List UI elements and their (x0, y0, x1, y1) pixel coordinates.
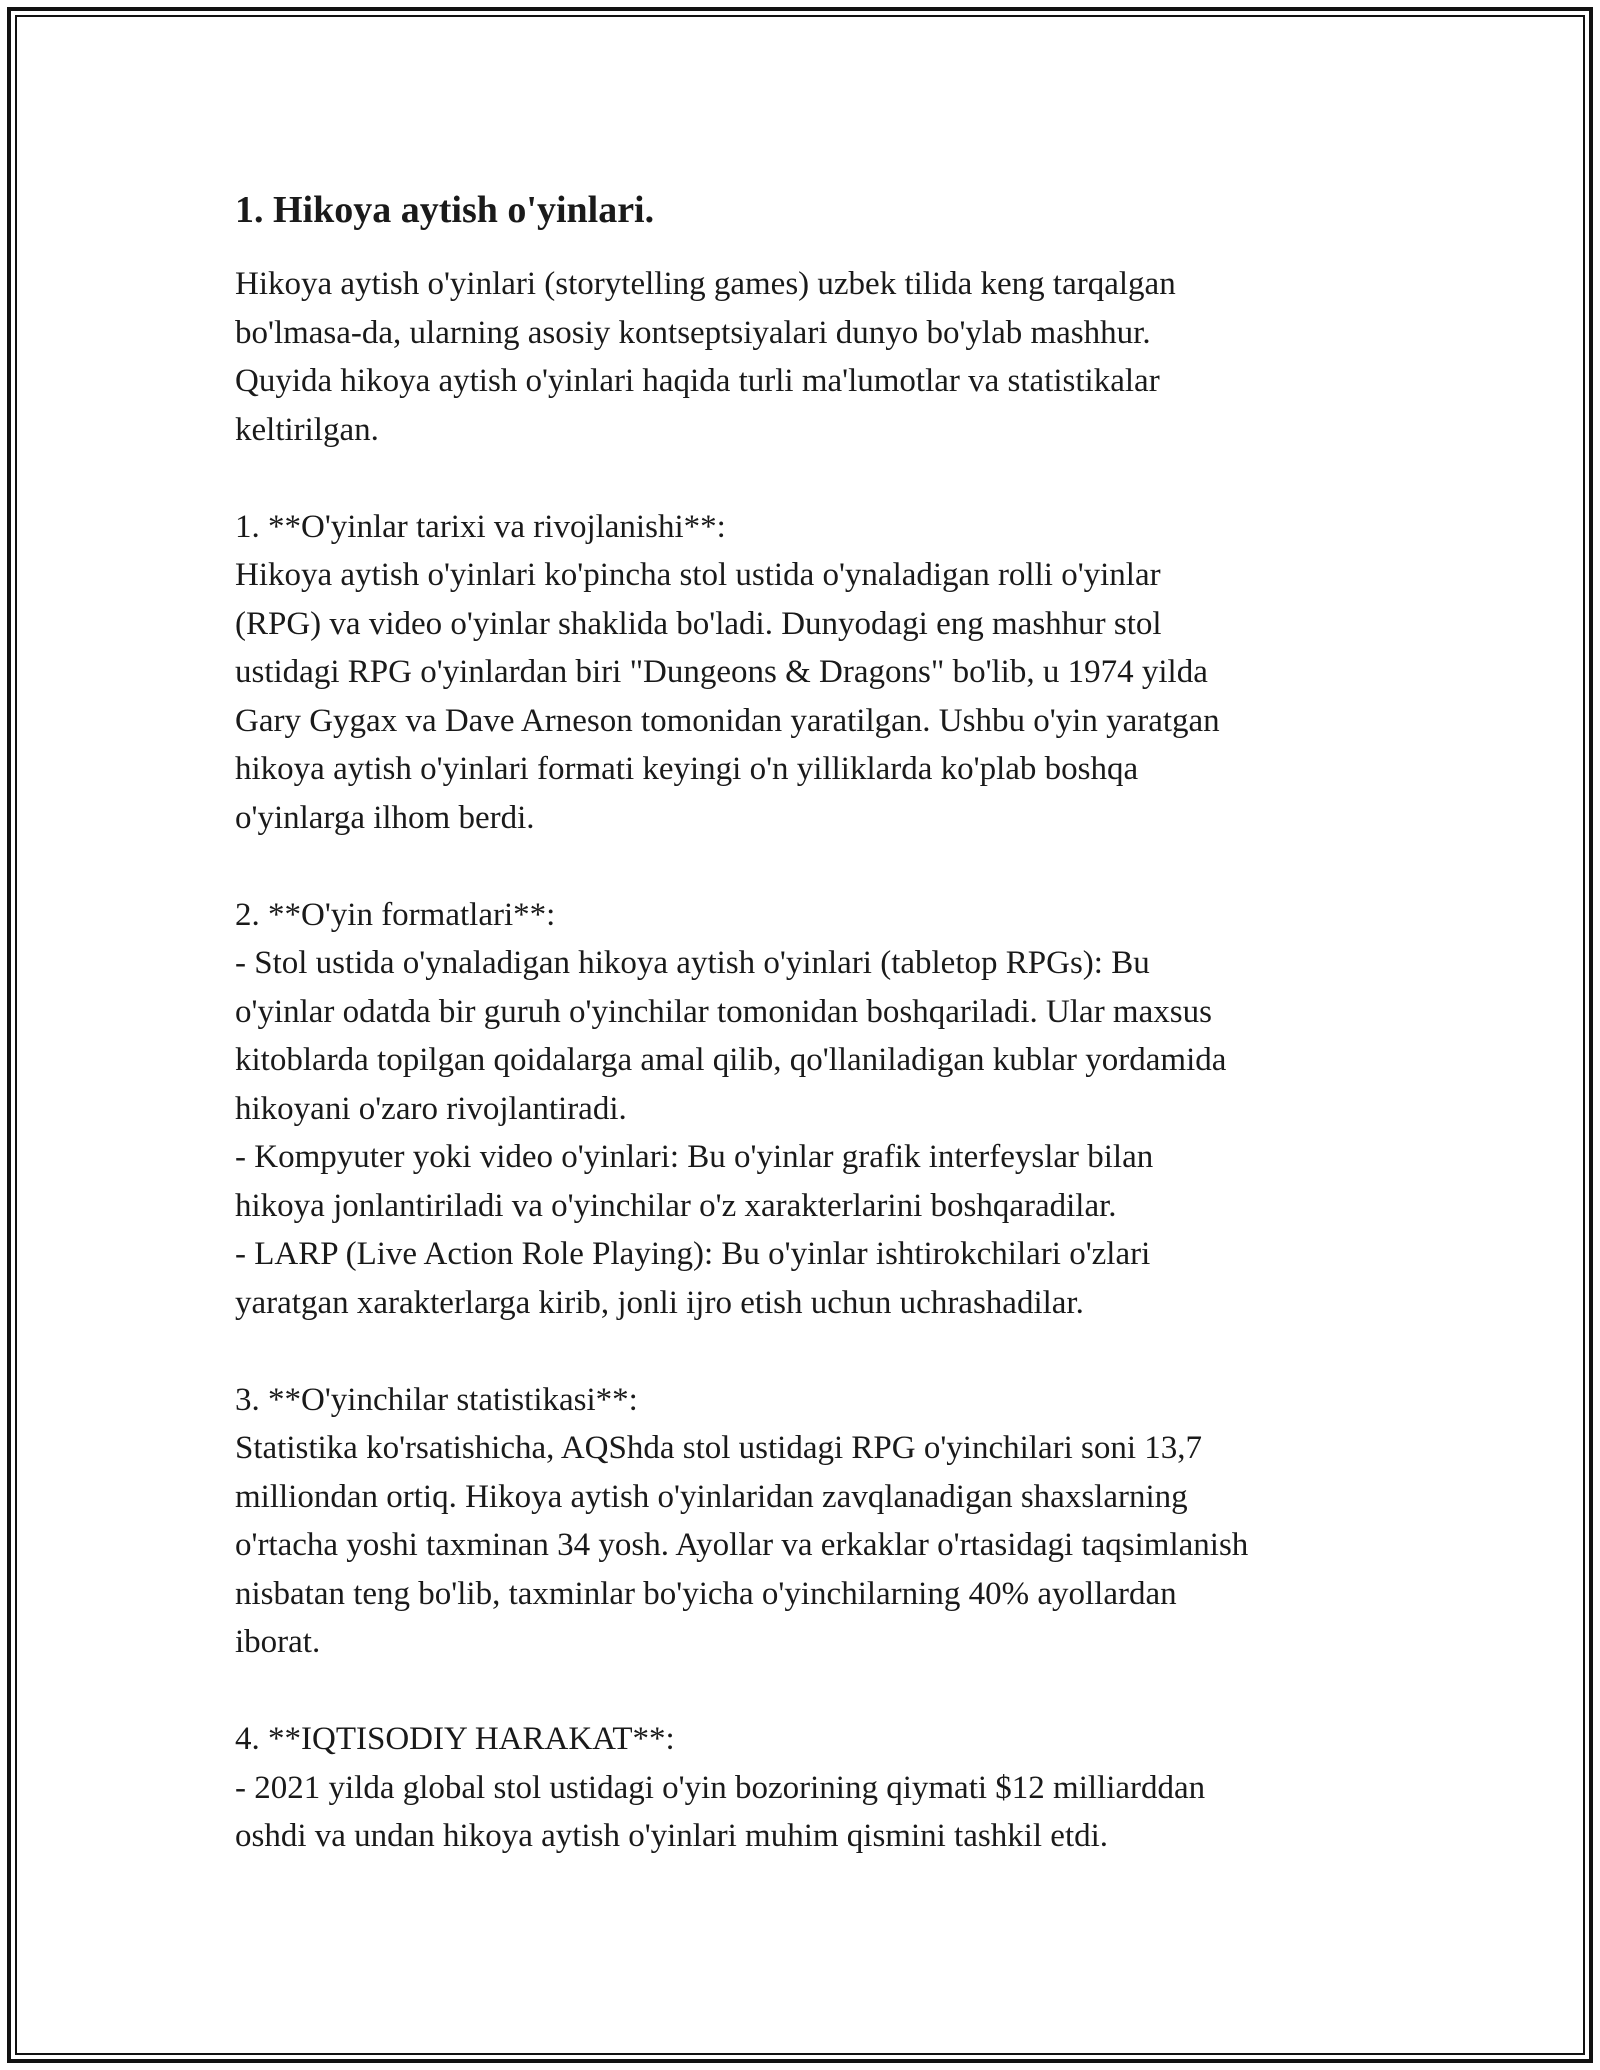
spacer (235, 1327, 1385, 1376)
section-body-economy: - 2021 yilda global stol ustidagi o'yin bozorining qiymati $12 milliarddan oshdi va undan hikoya aytish o'yinlari muhim qismini tashkil etdi. (235, 1769, 1206, 1854)
spacer (235, 1667, 1385, 1716)
spacer (235, 842, 1385, 891)
section-heading-history: 1. **O'yinlar tarixi va rivojlanishi**: (235, 508, 726, 545)
section-body-history: Hikoya aytish o'yinlari ko'pincha stol ustida o'ynaladigan rolli o'yinlar (RPG) va video o'yinlar shaklida bo'ladi. Dunyodagi eng mashhur stol ustidagi RPG o'yinlardan biri "Dungeons & Dragons" bo'lib, u 1974 yilda Gary Gygax va Dave Arneson tomonidan yaratilgan. Ushbu o'yin yaratgan hikoya aytish o'yinlari formati keyingi o'n yilliklarda ko'plab boshqa o'yinlarga ilhom berdi. (235, 557, 1220, 836)
section-heading-player-stats: 3. **O'yinchilar statistikasi**: (235, 1381, 638, 1418)
section-body-formats: - Stol ustida o'ynaladigan hikoya aytish o'yinlari (tabletop RPGs): Bu o'yinlar odatda bir guruh o'yinchilar tomonidan boshqariladi. Ular maxsus kitoblarda topilgan qoidalarga amal qilib, qo'llaniladigan kublar yordamida hikoyani o'zaro rivojlantiradi. - Kompyuter yoki video o'yinlari: Bu o'yinlar grafik interfeyslar bilan hikoya jonlantiriladi va o'yinchilar o'z xarakterlarini boshqaradilar. - LARP (Live Action Role Playing): Bu o'yinlar ishtirokchilari o'zlari yaratgan xarakterlarga kirib, jonli ijro etish uchun uchrashadilar. (235, 945, 1227, 1321)
document-body (235, 186, 1385, 1861)
spacer (235, 454, 1385, 503)
section-heading-economy: 4. **IQTISODIY HARAKAT**: (235, 1721, 675, 1757)
section-heading-formats: 2. **O'yin formatlari**: (235, 896, 556, 933)
intro-paragraph: Hikoya aytish o'yinlari (storytelling games) uzbek tilida keng tarqalgan bo'lmasa-da, ularning asosiy kontseptsiyalari dunyo bo'ylab mashhur. Quyida hikoya aytish o'yinlari haqida turli ma'lumotlar va statistikalar keltirilgan. (235, 266, 1176, 448)
document-title: 1. Hikoya aytish o'yinlari. (235, 189, 655, 231)
section-body-player-stats: Statistika ko'rsatishicha, AQShda stol ustidagi RPG o'yinchilari soni 13,7 milliondan ortiq. Hikoya aytish o'yinlaridan zavqlanadigan shaxslarning o'rtacha yoshi taxminan 34 yosh. Ayollar va erkaklar o'rtasidagi taqsimlanish nisbatan teng bo'lib, taxminlar bo'yicha o'yinchilarning 40% ayollardan iborat. (235, 1430, 1249, 1660)
